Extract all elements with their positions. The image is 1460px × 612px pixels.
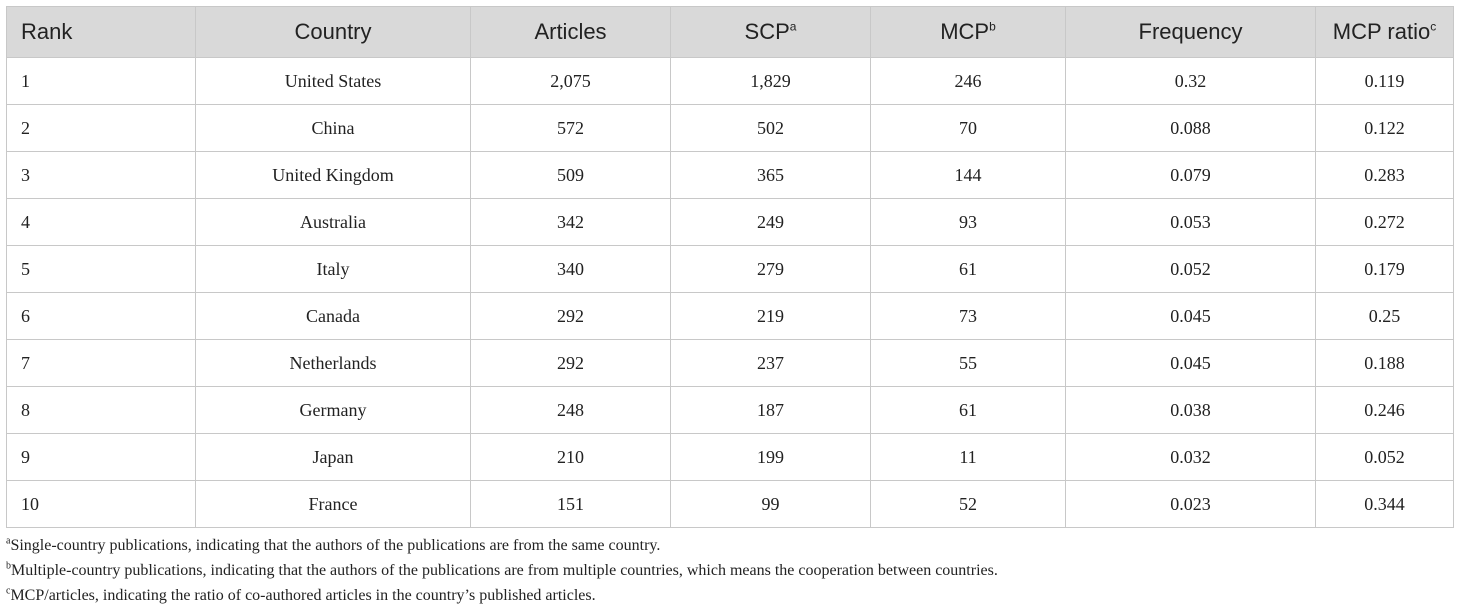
cell-frequency: 0.053 bbox=[1066, 199, 1316, 246]
cell-scp: 237 bbox=[671, 340, 871, 387]
cell-articles: 292 bbox=[471, 293, 671, 340]
cell-rank: 7 bbox=[7, 340, 196, 387]
table-container bbox=[6, 6, 1453, 528]
header-rank: Rank bbox=[7, 7, 196, 58]
cell-scp: 99 bbox=[671, 481, 871, 528]
cell-country: China bbox=[196, 105, 471, 152]
cell-mcp-ratio: 0.283 bbox=[1316, 152, 1454, 199]
cell-country: Canada bbox=[196, 293, 471, 340]
cell-mcp-ratio: 0.272 bbox=[1316, 199, 1454, 246]
cell-mcp: 93 bbox=[871, 199, 1066, 246]
footnote-b bbox=[6, 558, 998, 583]
cell-frequency: 0.038 bbox=[1066, 387, 1316, 434]
footnote-mark: b bbox=[6, 560, 11, 572]
cell-mcp: 55 bbox=[871, 340, 1066, 387]
cell-scp: 219 bbox=[671, 293, 871, 340]
footnote-text: MCP/articles, indicating the ratio of co-authored articles in the country’s published articles. bbox=[10, 587, 596, 604]
header-articles: Articles bbox=[471, 7, 671, 58]
table-row bbox=[7, 340, 1454, 387]
cell-frequency: 0.023 bbox=[1066, 481, 1316, 528]
header-mcp-ratio bbox=[1316, 7, 1454, 58]
header-country: Country bbox=[196, 7, 471, 58]
header-scp-label: SCP bbox=[744, 19, 790, 44]
cell-scp: 199 bbox=[671, 434, 871, 481]
cell-rank: 5 bbox=[7, 246, 196, 293]
cell-scp: 249 bbox=[671, 199, 871, 246]
footnote-mark: a bbox=[6, 535, 11, 547]
cell-mcp: 11 bbox=[871, 434, 1066, 481]
cell-scp: 1,829 bbox=[671, 58, 871, 105]
cell-mcp: 70 bbox=[871, 105, 1066, 152]
cell-articles: 340 bbox=[471, 246, 671, 293]
cell-frequency: 0.32 bbox=[1066, 58, 1316, 105]
table-row bbox=[7, 387, 1454, 434]
header-mcp bbox=[871, 7, 1066, 58]
cell-frequency: 0.045 bbox=[1066, 293, 1316, 340]
cell-mcp-ratio: 0.344 bbox=[1316, 481, 1454, 528]
cell-country: Japan bbox=[196, 434, 471, 481]
header-mcp-label: MCP bbox=[940, 19, 990, 44]
cell-frequency: 0.045 bbox=[1066, 340, 1316, 387]
cell-frequency: 0.052 bbox=[1066, 246, 1316, 293]
table-row bbox=[7, 58, 1454, 105]
footnote-c bbox=[6, 583, 998, 608]
cell-articles: 2,075 bbox=[471, 58, 671, 105]
cell-articles: 151 bbox=[471, 481, 671, 528]
header-frequency: Frequency bbox=[1066, 7, 1316, 58]
cell-country: Australia bbox=[196, 199, 471, 246]
table-row bbox=[7, 293, 1454, 340]
cell-scp: 279 bbox=[671, 246, 871, 293]
cell-rank: 9 bbox=[7, 434, 196, 481]
cell-country: France bbox=[196, 481, 471, 528]
cell-articles: 572 bbox=[471, 105, 671, 152]
cell-articles: 292 bbox=[471, 340, 671, 387]
cell-mcp-ratio: 0.179 bbox=[1316, 246, 1454, 293]
cell-articles: 509 bbox=[471, 152, 671, 199]
cell-frequency: 0.032 bbox=[1066, 434, 1316, 481]
cell-mcp: 52 bbox=[871, 481, 1066, 528]
table-row bbox=[7, 105, 1454, 152]
header-mcp-ratio-footnote-mark: c bbox=[1430, 19, 1437, 34]
cell-country: United States bbox=[196, 58, 471, 105]
cell-rank: 3 bbox=[7, 152, 196, 199]
cell-mcp: 246 bbox=[871, 58, 1066, 105]
cell-mcp-ratio: 0.188 bbox=[1316, 340, 1454, 387]
header-row bbox=[7, 7, 1454, 58]
table-row bbox=[7, 152, 1454, 199]
header-mcp-ratio-label: MCP ratio bbox=[1332, 19, 1431, 44]
cell-rank: 4 bbox=[7, 199, 196, 246]
cell-frequency: 0.088 bbox=[1066, 105, 1316, 152]
cell-scp: 502 bbox=[671, 105, 871, 152]
cell-country: Netherlands bbox=[196, 340, 471, 387]
header-scp-footnote-mark: a bbox=[789, 19, 797, 34]
header-scp bbox=[671, 7, 871, 58]
cell-articles: 248 bbox=[471, 387, 671, 434]
table-row bbox=[7, 199, 1454, 246]
cell-frequency: 0.079 bbox=[1066, 152, 1316, 199]
cell-rank: 8 bbox=[7, 387, 196, 434]
cell-country: United Kingdom bbox=[196, 152, 471, 199]
cell-mcp: 61 bbox=[871, 246, 1066, 293]
table-row bbox=[7, 481, 1454, 528]
cell-mcp-ratio: 0.119 bbox=[1316, 58, 1454, 105]
cell-scp: 187 bbox=[671, 387, 871, 434]
cell-rank: 1 bbox=[7, 58, 196, 105]
cell-articles: 342 bbox=[471, 199, 671, 246]
footnotes bbox=[6, 533, 998, 608]
table-row bbox=[7, 434, 1454, 481]
cell-rank: 2 bbox=[7, 105, 196, 152]
footnote-a bbox=[6, 533, 998, 558]
cell-mcp: 73 bbox=[871, 293, 1066, 340]
cell-articles: 210 bbox=[471, 434, 671, 481]
cell-mcp-ratio: 0.122 bbox=[1316, 105, 1454, 152]
cell-mcp: 144 bbox=[871, 152, 1066, 199]
header-mcp-footnote-mark: b bbox=[989, 19, 996, 34]
footnote-text: Multiple-country publications, indicating that the authors of the publications are from multiple countries, which means the cooperation between countries. bbox=[11, 562, 998, 579]
footnote-mark: c bbox=[6, 585, 11, 597]
country-table bbox=[6, 6, 1454, 528]
cell-mcp-ratio: 0.246 bbox=[1316, 387, 1454, 434]
cell-scp: 365 bbox=[671, 152, 871, 199]
cell-country: Germany bbox=[196, 387, 471, 434]
cell-mcp-ratio: 0.052 bbox=[1316, 434, 1454, 481]
footnote-text: Single-country publications, indicating that the authors of the publications are from the same country. bbox=[10, 537, 661, 554]
cell-rank: 10 bbox=[7, 481, 196, 528]
cell-mcp: 61 bbox=[871, 387, 1066, 434]
cell-mcp-ratio: 0.25 bbox=[1316, 293, 1454, 340]
cell-rank: 6 bbox=[7, 293, 196, 340]
cell-country: Italy bbox=[196, 246, 471, 293]
table-row bbox=[7, 246, 1454, 293]
